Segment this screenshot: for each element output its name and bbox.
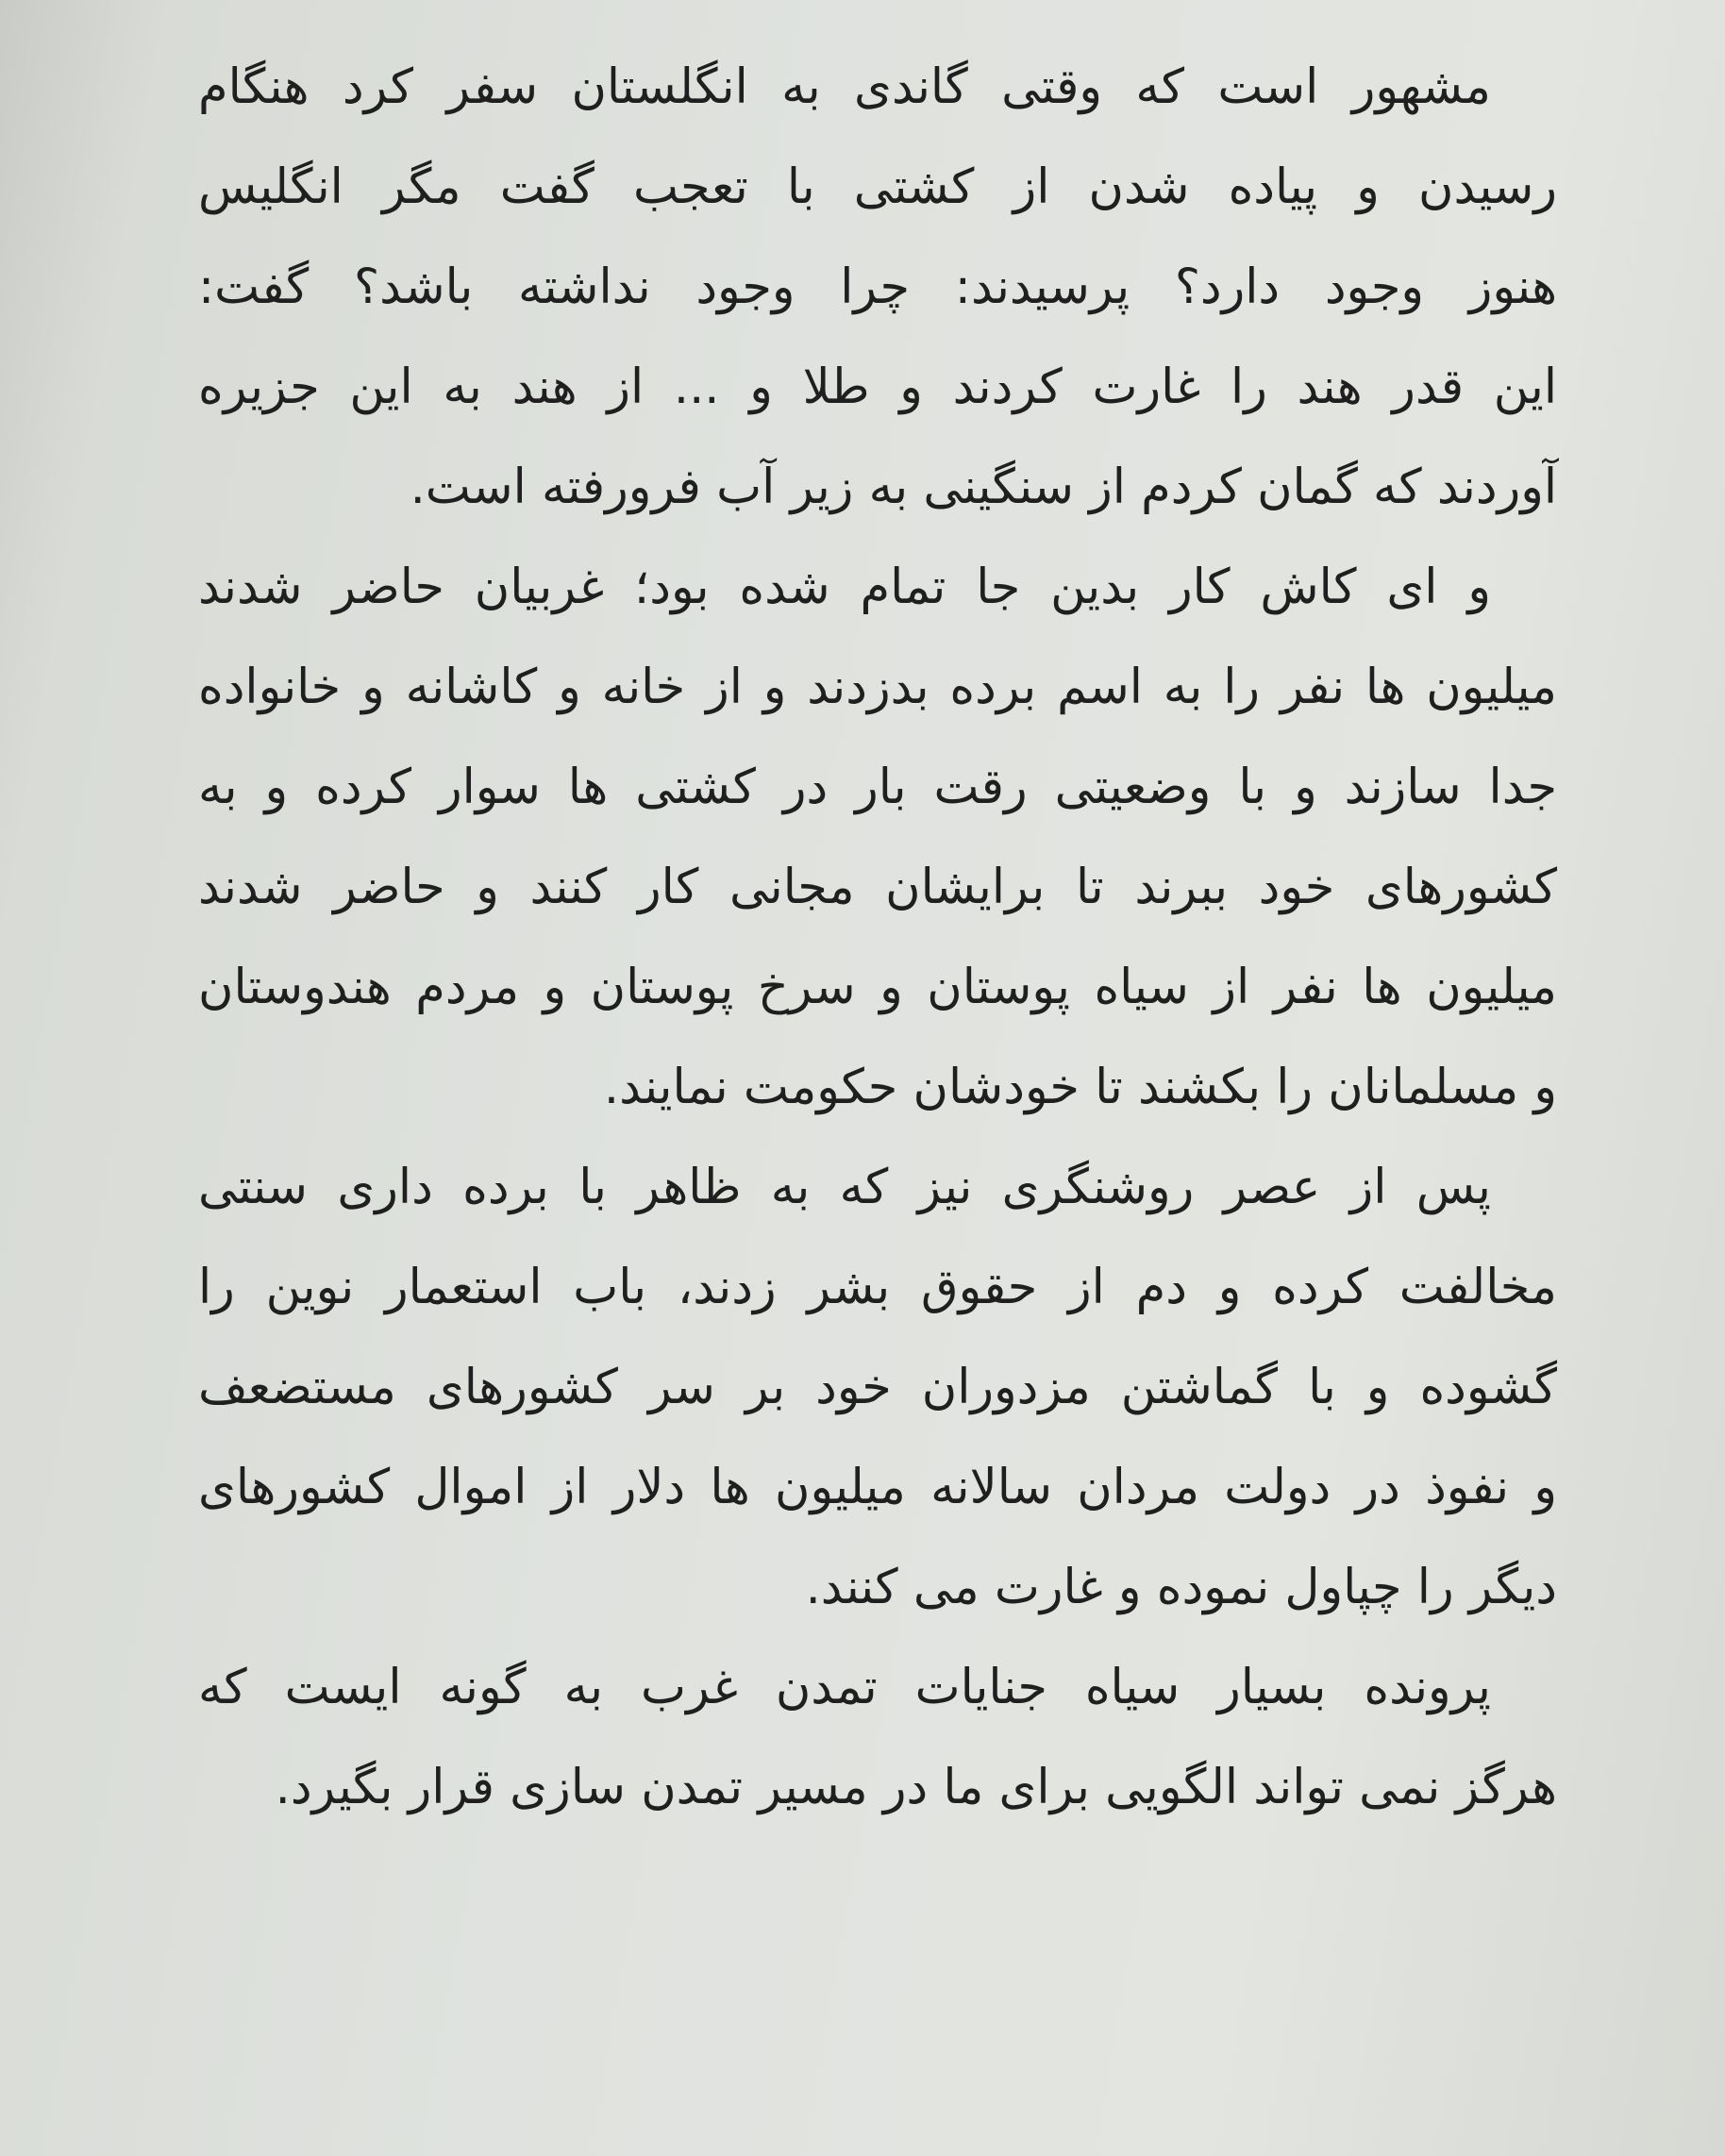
text-line: هرگز نمی تواند الگویی برای ما در مسیر تمدن سازی قرار بگیرد. — [275, 1760, 1557, 1815]
text-line: پرونده بسیار سیاه جنایات تمدن غرب به گونه ایست که — [198, 1660, 1491, 1715]
paragraph-1 — [198, 38, 1557, 538]
body-text — [198, 38, 1557, 1838]
text-line: جدا سازند و با وضعیتی رقت بار در کشتی ها سوار کرده و به — [198, 760, 1557, 815]
text-line: هنوز وجود دارد؟ پرسیدند: چرا وجود نداشته باشد؟ گفت: — [198, 259, 1557, 315]
text-line: پس از عصر روشنگری نیز که به ظاهر با برده داری سنتی — [198, 1160, 1491, 1215]
text-line: و ای کاش کار بدین جا تمام شده بود؛ غربیان حاضر شدند — [198, 560, 1491, 615]
paragraph-3 — [198, 1138, 1557, 1638]
text-line: دیگر را چپاول نموده و غارت می کنند. — [805, 1560, 1557, 1615]
text-line: رسیدن و پیاده شدن از کشتی با تعجب گفت مگر انگلیس — [198, 159, 1557, 215]
text-line: و نفوذ در دولت مردان سالانه میلیون ها دلار از اموال کشورهای — [198, 1460, 1557, 1515]
text-line: این قدر هند را غارت کردند و طلا و ... از هند به این جزیره — [198, 359, 1557, 415]
text-line: مخالفت کرده و دم از حقوق بشر زدند، باب استعمار نوین را — [198, 1260, 1557, 1315]
text-line: میلیون ها نفر از سیاه پوستان و سرخ پوستان و مردم هندوستان — [198, 960, 1557, 1015]
text-line: و مسلمانان را بکشند تا خودشان حکومت نمایند. — [603, 1060, 1557, 1115]
text-line: مشهور است که وقتی گاندی به انگلستان سفر کرد هنگام — [198, 59, 1491, 115]
paragraph-2 — [198, 538, 1557, 1138]
text-line: میلیون ها نفر را به اسم برده بدزدند و از خانه و کاشانه و خانواده — [198, 660, 1557, 715]
text-line: گشوده و با گماشتن مزدوران خود بر سر کشورهای مستضعف — [198, 1360, 1557, 1415]
paragraph-4 — [198, 1638, 1557, 1838]
text-line: کشورهای خود ببرند تا برایشان مجانی کار کنند و حاضر شدند — [198, 860, 1557, 915]
text-line: آوردند که گمان کردم از سنگینی به زیر آب فرورفته است. — [410, 460, 1557, 515]
